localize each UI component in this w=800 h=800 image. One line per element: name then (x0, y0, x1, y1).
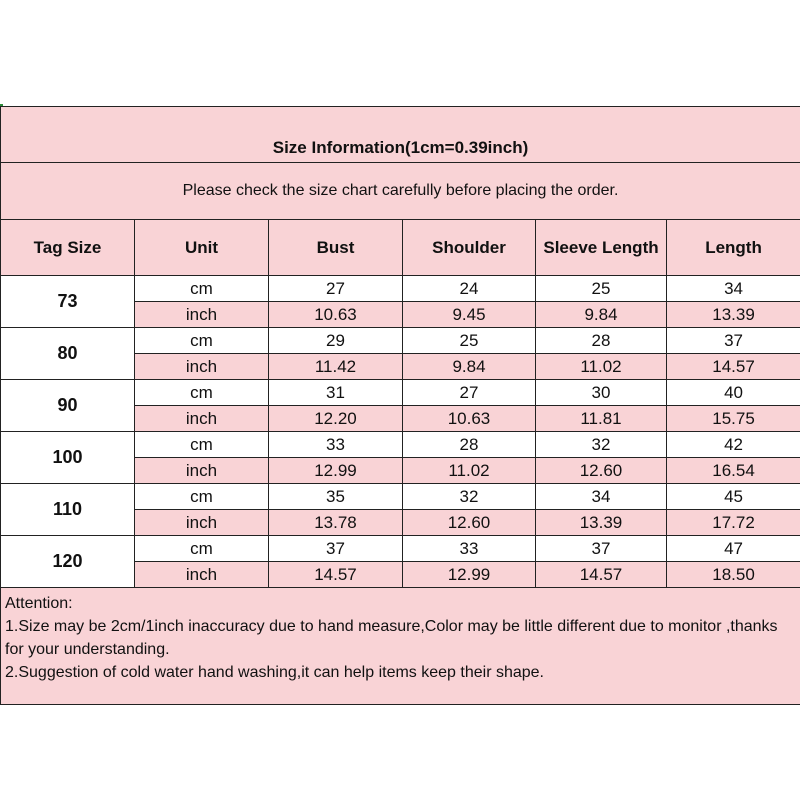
bust-cell: 12.99 (269, 458, 403, 484)
unit-cell: cm (135, 432, 269, 458)
order-note: Please check the size chart carefully before placing the order. (1, 163, 800, 220)
length-cell: 45 (667, 484, 800, 510)
length-cell: 18.50 (667, 562, 800, 588)
sleeve-cell: 9.84 (536, 302, 667, 328)
length-cell: 37 (667, 328, 800, 354)
header-unit: Unit (135, 220, 269, 276)
shoulder-cell: 12.60 (403, 510, 536, 536)
size-row-cm (1, 276, 800, 302)
tag-size-cell: 73 (1, 276, 135, 328)
unit-cell: cm (135, 536, 269, 562)
size-row-cm (1, 536, 800, 562)
unit-cell: cm (135, 276, 269, 302)
unit-cell: inch (135, 354, 269, 380)
sleeve-cell: 12.60 (536, 458, 667, 484)
bust-cell: 37 (269, 536, 403, 562)
header-row (1, 220, 800, 276)
size-table (0, 106, 800, 705)
sleeve-cell: 32 (536, 432, 667, 458)
bust-cell: 33 (269, 432, 403, 458)
unit-cell: inch (135, 406, 269, 432)
tag-size-cell: 110 (1, 484, 135, 536)
sleeve-cell: 13.39 (536, 510, 667, 536)
unit-cell: inch (135, 562, 269, 588)
bust-cell: 29 (269, 328, 403, 354)
shoulder-cell: 9.84 (403, 354, 536, 380)
size-row-cm (1, 432, 800, 458)
length-cell: 14.57 (667, 354, 800, 380)
length-cell: 17.72 (667, 510, 800, 536)
shoulder-cell: 10.63 (403, 406, 536, 432)
length-cell: 13.39 (667, 302, 800, 328)
attention-heading: Attention: (5, 595, 73, 612)
unit-cell: inch (135, 458, 269, 484)
sleeve-cell: 11.02 (536, 354, 667, 380)
length-cell: 34 (667, 276, 800, 302)
length-cell: 15.75 (667, 406, 800, 432)
length-cell: 16.54 (667, 458, 800, 484)
unit-cell: cm (135, 484, 269, 510)
length-cell: 47 (667, 536, 800, 562)
tag-size-cell: 90 (1, 380, 135, 432)
shoulder-cell: 12.99 (403, 562, 536, 588)
sleeve-cell: 34 (536, 484, 667, 510)
tag-size-cell: 80 (1, 328, 135, 380)
header-length: Length (667, 220, 800, 276)
shoulder-cell: 25 (403, 328, 536, 354)
attention-line-1: 1.Size may be 2cm/1inch inaccuracy due to hand measure,Color may be little different due to monitor ,thanks for your understanding. (5, 618, 778, 658)
chart-title: Size Information(1cm=0.39inch) (1, 107, 800, 163)
header-bust: Bust (269, 220, 403, 276)
bust-cell: 35 (269, 484, 403, 510)
bust-cell: 12.20 (269, 406, 403, 432)
sleeve-cell: 25 (536, 276, 667, 302)
bust-cell: 10.63 (269, 302, 403, 328)
shoulder-cell: 24 (403, 276, 536, 302)
attention-line-2: 2.Suggestion of cold water hand washing,it can help items keep their shape. (5, 664, 544, 681)
unit-cell: inch (135, 510, 269, 536)
sleeve-cell: 28 (536, 328, 667, 354)
shoulder-cell: 27 (403, 380, 536, 406)
bust-cell: 11.42 (269, 354, 403, 380)
shoulder-cell: 32 (403, 484, 536, 510)
size-chart (0, 106, 800, 705)
unit-cell: cm (135, 380, 269, 406)
bust-cell: 14.57 (269, 562, 403, 588)
shoulder-cell: 33 (403, 536, 536, 562)
bust-cell: 27 (269, 276, 403, 302)
header-shoulder: Shoulder (403, 220, 536, 276)
header-sleeve-length: Sleeve Length (536, 220, 667, 276)
size-row-cm (1, 484, 800, 510)
size-row-cm (1, 328, 800, 354)
length-cell: 40 (667, 380, 800, 406)
sleeve-cell: 11.81 (536, 406, 667, 432)
bust-cell: 13.78 (269, 510, 403, 536)
size-row-cm (1, 380, 800, 406)
unit-cell: inch (135, 302, 269, 328)
header-tag-size: Tag Size (1, 220, 135, 276)
sleeve-cell: 30 (536, 380, 667, 406)
shoulder-cell: 11.02 (403, 458, 536, 484)
tag-size-cell: 100 (1, 432, 135, 484)
sleeve-cell: 14.57 (536, 562, 667, 588)
bust-cell: 31 (269, 380, 403, 406)
shoulder-cell: 28 (403, 432, 536, 458)
unit-cell: cm (135, 328, 269, 354)
sleeve-cell: 37 (536, 536, 667, 562)
tag-size-cell: 120 (1, 536, 135, 588)
length-cell: 42 (667, 432, 800, 458)
shoulder-cell: 9.45 (403, 302, 536, 328)
attention-box (1, 588, 800, 705)
